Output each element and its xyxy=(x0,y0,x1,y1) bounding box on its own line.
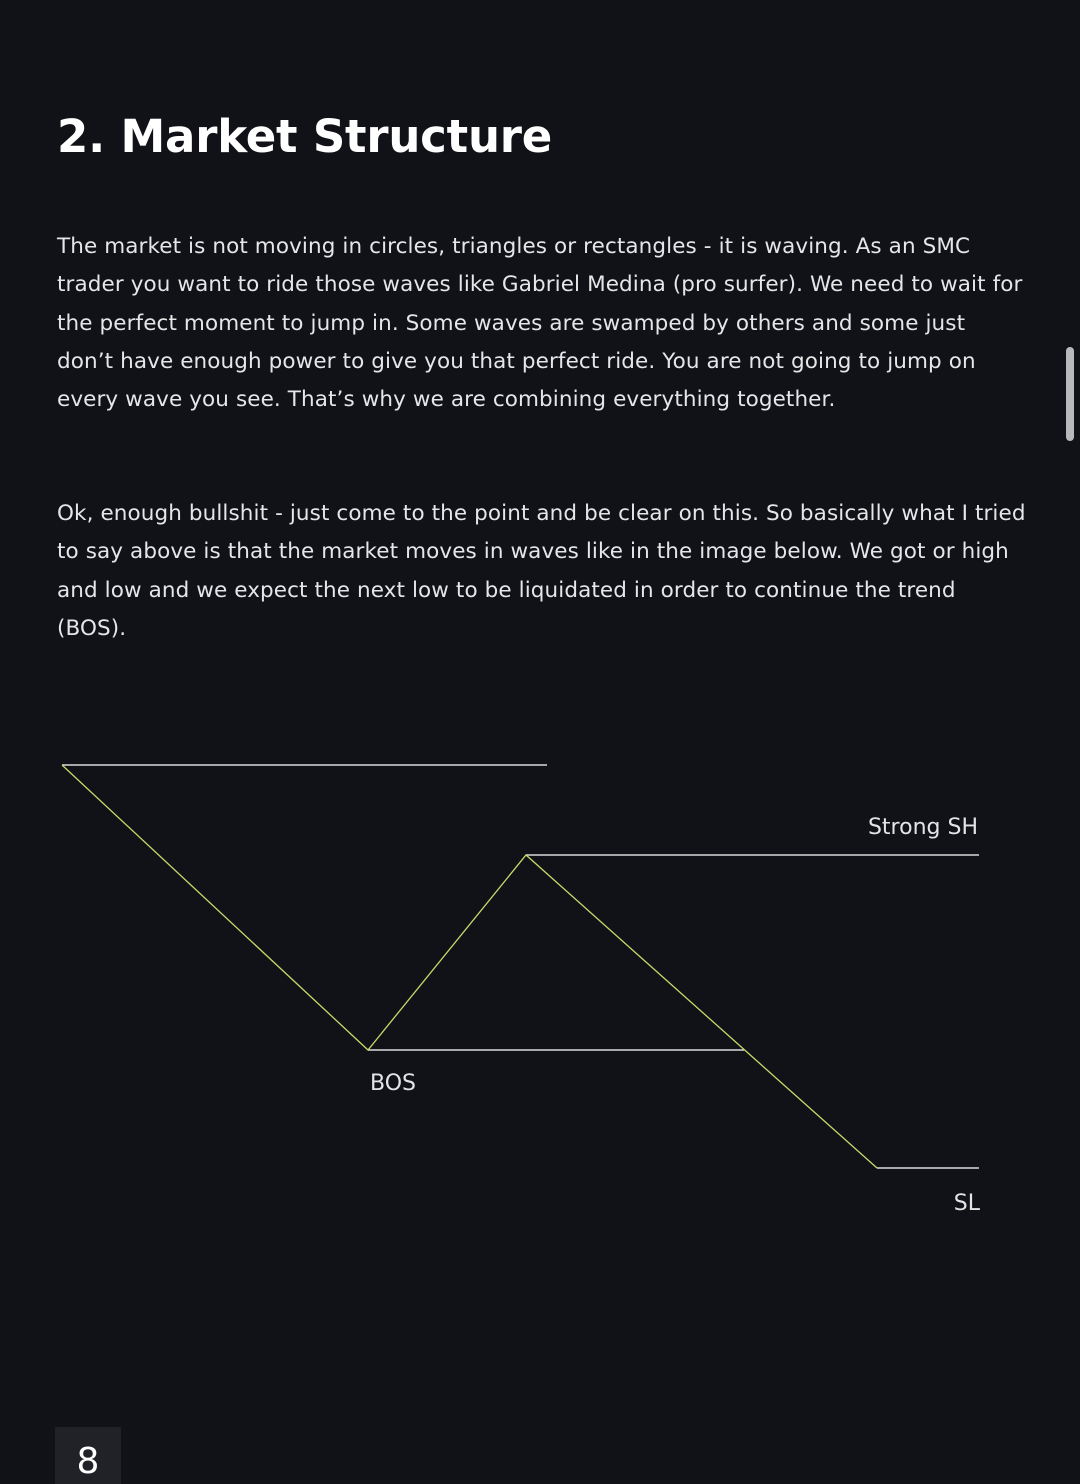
page-number-badge xyxy=(55,1427,121,1484)
explanation-paragraph: Ok, enough bullshit - just come to the point and be clear on this. So basically what I tried to say above is that the market moves in waves like in the image below. We got or high and low and we expect the next low to be liquidated in order to continue the trend (BOS). xyxy=(57,501,1026,641)
intro-paragraph: The market is not moving in circles, triangles or rectangles - it is waving. As an SMC trader you want to ride those waves like Gabriel Medina (pro surfer). We need to wait for the perfect moment to jump in. Some waves are swamped by others and some just don’t have enough power to give you that perfect ride. You are not going to jump on every wave you see. That’s why we are combining everything together. xyxy=(57,234,1023,413)
scrollbar-thumb[interactable] xyxy=(1066,347,1074,441)
price-wave-path xyxy=(62,765,877,1168)
page-number: 8 xyxy=(76,1441,100,1482)
market-structure-diagram xyxy=(0,700,1080,1260)
sl-label: SL xyxy=(953,1191,980,1216)
bos-label: BOS xyxy=(370,1071,416,1096)
page-title: 2. Market Structure xyxy=(57,110,553,163)
strong-sh-label: Strong SH xyxy=(867,815,978,840)
